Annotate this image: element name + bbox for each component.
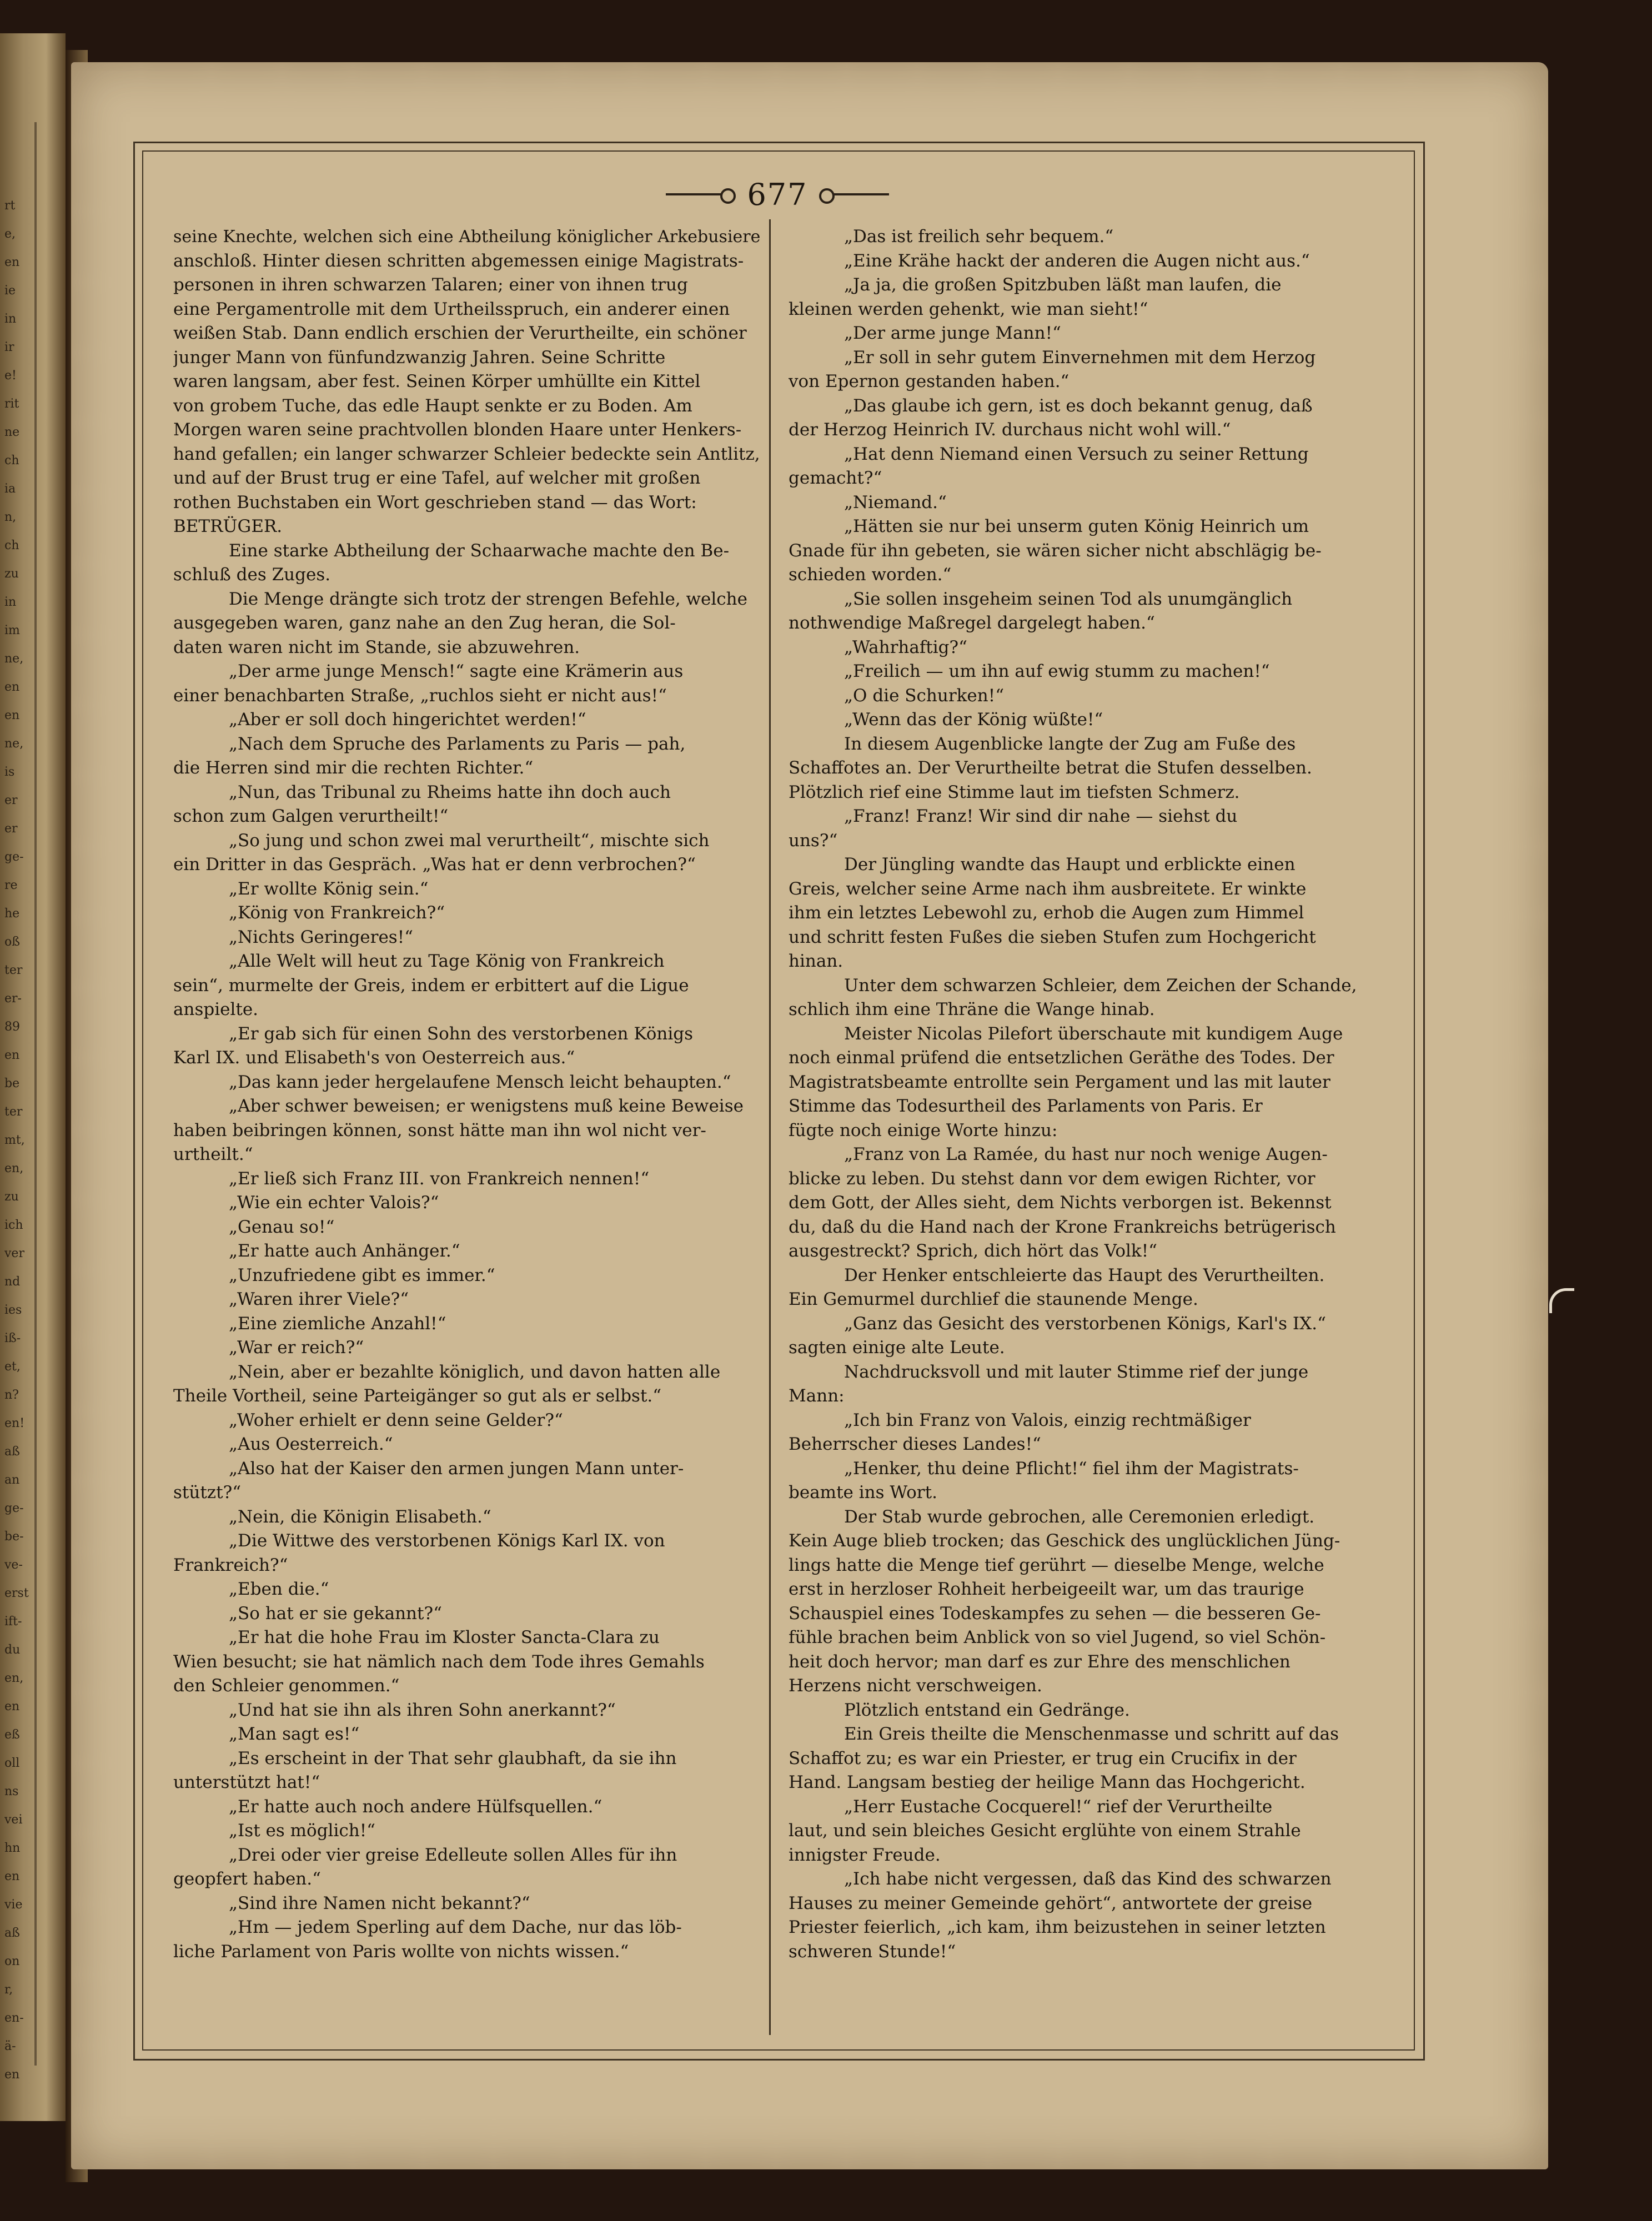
- text-line: „Wahrhaftig?“: [844, 637, 967, 657]
- facing-page-fragment: he: [4, 907, 20, 921]
- text-line: Mann:: [789, 1386, 845, 1406]
- facing-page-fragment: nd: [4, 1275, 21, 1289]
- text-line: „Er hatte auch Anhänger.“: [229, 1241, 460, 1261]
- facing-page-fragment: oß: [4, 935, 20, 949]
- facing-page-fragment: en: [4, 255, 20, 269]
- left-column: [173, 225, 761, 1964]
- text-line: blicke zu leben. Du stehst dann vor dem ewigen Richter, vor: [789, 1168, 1315, 1189]
- text-line: Beherrscher dieses Landes!“: [789, 1434, 1041, 1454]
- text-line: „Alle Welt will heut zu Tage König von Frankreich: [229, 951, 665, 971]
- text-line: „Das glaube ich gern, ist es doch bekannt genug, daß: [844, 395, 1313, 416]
- text-line: Stimme das Todesurtheil des Parlaments von Paris. Er: [789, 1096, 1263, 1116]
- text-line: Plötzlich rief eine Stimme laut im tiefsten Schmerz.: [789, 782, 1240, 802]
- text-line: schon zum Galgen verurtheilt!“: [173, 806, 449, 826]
- text-line: Die Menge drängte sich trotz der strengen Befehle, welche: [229, 589, 747, 609]
- text-line: nothwendige Maßregel dargelegt haben.“: [789, 613, 1155, 633]
- facing-page-fragment: ir: [4, 340, 14, 354]
- text-line: Herzens nicht verschweigen.: [789, 1676, 1042, 1696]
- facing-page-fragment: iß-: [4, 1331, 21, 1345]
- text-line: „Eine ziemliche Anzahl!“: [229, 1313, 446, 1334]
- text-line: „Ich habe nicht vergessen, daß das Kind des schwarzen: [844, 1869, 1332, 1889]
- text-line: „Ja ja, die großen Spitzbuben läßt man laufen, die: [844, 275, 1282, 295]
- facing-page-fragment: zu: [4, 1190, 19, 1204]
- facing-page-fragment: ies: [4, 1303, 22, 1317]
- text-line: „Der arme junge Mann!“: [844, 323, 1061, 343]
- facing-page-fragment: ne: [4, 425, 20, 439]
- text-line: ihm ein letztes Lebewohl zu, erhob die Augen zum Himmel: [789, 903, 1304, 923]
- text-line: anschloß. Hinter diesen schritten abgemessen einige Magistrats-: [173, 250, 744, 271]
- text-line: unterstützt hat!“: [173, 1772, 320, 1792]
- text-line: „Ganz das Gesicht des verstorbenen Königs, Karl's IX.“: [844, 1313, 1326, 1334]
- facing-page-strip: [0, 33, 66, 2121]
- text-line: „König von Frankreich?“: [229, 903, 445, 923]
- facing-page-fragment: vei: [4, 1813, 23, 1827]
- text-line: „Hätten sie nur bei unserm guten König Heinrich um: [844, 516, 1309, 536]
- facing-page-fragment: vie: [4, 1898, 23, 1912]
- facing-page-fragment: ch: [4, 539, 19, 552]
- facing-page-fragment: ter: [4, 963, 23, 977]
- text-line: „Er wollte König sein.“: [229, 878, 429, 899]
- facing-page-fragment: ch: [4, 454, 19, 468]
- facing-page-fragment: e,: [4, 227, 16, 241]
- facing-page-fragment: en: [4, 1700, 20, 1714]
- text-line: „Nein, die Königin Elisabeth.“: [229, 1506, 491, 1527]
- text-line: „Freilich — um ihn auf ewig stumm zu machen!“: [844, 661, 1270, 681]
- text-line: Schaffot zu; es war ein Priester, er trug ein Crucifix in der: [789, 1748, 1297, 1768]
- facing-page-fragment: re: [4, 878, 18, 892]
- facing-page-fragment: en: [4, 2068, 20, 2082]
- text-line: „Eben die.“: [229, 1579, 329, 1599]
- facing-page-fragment: im: [4, 624, 20, 637]
- facing-page-fragment: er-: [4, 992, 22, 1006]
- text-line: urtheilt.“: [173, 1144, 253, 1164]
- text-line: und schritt festen Fußes die sieben Stufen zum Hochgericht: [789, 927, 1316, 947]
- text-line: beamte ins Wort.: [789, 1483, 937, 1503]
- text-line: hand gefallen; ein langer schwarzer Schleier bedeckte sein Antlitz,: [173, 444, 760, 464]
- text-line: „Also hat der Kaiser den armen jungen Mann unter-: [229, 1458, 684, 1479]
- text-line: „Der arme junge Mensch!“ sagte eine Krämerin aus: [229, 661, 684, 681]
- text-line: heit doch hervor; man darf es zur Ehre des menschlichen: [789, 1651, 1291, 1672]
- facing-page-fragment: ter: [4, 1105, 23, 1119]
- text-line: uns?“: [789, 830, 838, 851]
- text-line: „Und hat sie ihn als ihren Sohn anerkannt?“: [229, 1700, 616, 1720]
- text-line: „Wie ein echter Valois?“: [229, 1193, 439, 1213]
- text-line: „Er soll in sehr gutem Einvernehmen mit dem Herzog: [844, 347, 1316, 368]
- facing-page-fragment: e!: [4, 369, 17, 383]
- text-line: „Woher erhielt er denn seine Gelder?“: [229, 1410, 563, 1430]
- text-line: „Aus Oesterreich.“: [229, 1434, 393, 1454]
- text-line: hinan.: [789, 951, 843, 971]
- text-line: „Drei oder vier greise Edelleute sollen Alles für ihn: [229, 1845, 677, 1865]
- text-line: anspielte.: [173, 999, 259, 1019]
- text-line: „Das kann jeder hergelaufene Mensch leicht behaupten.“: [229, 1072, 731, 1092]
- text-line: „Henker, thu deine Pflicht!“ fiel ihm der Magistrats-: [844, 1458, 1299, 1479]
- text-line: schieden worden.“: [789, 565, 952, 585]
- facing-page-rule: [34, 122, 37, 2066]
- facing-page-fragment: r,: [4, 1983, 13, 1997]
- right-column: [789, 225, 1395, 1964]
- facing-page-fragment: er: [4, 793, 18, 807]
- text-line: Der Henker entschleierte das Haupt des Verurtheilten.: [844, 1265, 1325, 1285]
- text-line: „So jung und schon zwei mal verurtheilt“, mischte sich: [229, 830, 710, 851]
- text-line: „Nein, aber er bezahlte königlich, und davon hatten alle: [229, 1361, 721, 1382]
- page-header: [142, 172, 1413, 217]
- text-line: „Unzufriedene gibt es immer.“: [229, 1265, 495, 1285]
- text-line: „Genau so!“: [229, 1217, 335, 1237]
- text-line: dem Gott, der Alles sieht, dem Nichts verborgen ist. Bekennst: [789, 1193, 1332, 1213]
- text-line: du, daß du die Hand nach der Krone Frankreichs betrügerisch: [789, 1217, 1336, 1237]
- text-line: „Sind ihre Namen nicht bekannt?“: [229, 1893, 530, 1913]
- text-line: Gnade für ihn gebeten, sie wären sicher nicht abschlägig be-: [789, 540, 1322, 561]
- facing-page-fragment: en: [4, 708, 20, 722]
- text-line: Hauses zu meiner Gemeinde gehört“, antwortete der greise: [789, 1893, 1313, 1913]
- text-line: „Waren ihrer Viele?“: [229, 1289, 409, 1309]
- text-line: Meister Nicolas Pilefort überschaute mit kundigem Auge: [844, 1023, 1343, 1044]
- text-line: Nachdrucksvoll und mit lauter Stimme rief der junge: [844, 1361, 1309, 1382]
- column-divider: [769, 219, 771, 2035]
- facing-page-fragment: ich: [4, 1218, 23, 1232]
- text-line: „Hat denn Niemand einen Versuch zu seiner Rettung: [844, 444, 1309, 464]
- text-line: haben beibringen können, sonst hätte man ihn wol nicht ver-: [173, 1120, 706, 1140]
- text-line: der Herzog Heinrich IV. durchaus nicht wohl will.“: [789, 420, 1231, 440]
- text-line: fügte noch einige Worte hinzu:: [789, 1120, 1058, 1140]
- text-line: Ein Gemurmel durchlief die staunende Menge.: [789, 1289, 1198, 1309]
- facing-page-fragment: eß: [4, 1728, 20, 1742]
- text-line: Der Jüngling wandte das Haupt und erblickte einen: [844, 855, 1296, 875]
- facing-page-fragment: ne,: [4, 652, 24, 666]
- facing-page-fragment: oll: [4, 1756, 20, 1770]
- text-line: laut, und sein bleiches Gesicht erglühte von einem Strahle: [789, 1821, 1301, 1841]
- facing-page-fragment: en,: [4, 1671, 24, 1685]
- text-line: die Herren sind mir die rechten Richter.“: [173, 758, 534, 778]
- text-line: gemacht?“: [789, 468, 882, 488]
- text-line: und auf der Brust trug er eine Tafel, auf welcher mit großen: [173, 468, 701, 488]
- facing-page-fragment: en: [4, 680, 20, 694]
- text-line: Plötzlich entstand ein Gedränge.: [844, 1700, 1130, 1720]
- facing-page-fragment: 89: [4, 1020, 20, 1034]
- text-line: sagten einige alte Leute.: [789, 1338, 1005, 1358]
- text-line: einer benachbarten Straße, „ruchlos sieht er nicht aus!“: [173, 685, 667, 706]
- text-line: junger Mann von fünfundzwanzig Jahren. Seine Schritte: [173, 347, 666, 368]
- text-line: schweren Stunde!“: [789, 1941, 956, 1962]
- text-line: liche Parlament von Paris wollte von nichts wissen.“: [173, 1941, 629, 1962]
- text-line: den Schleier genommen.“: [173, 1676, 400, 1696]
- facing-page-fragment: aß: [4, 1926, 20, 1940]
- text-line: Priester feierlich, „ich kam, ihm beizustehen in seiner letzten: [789, 1917, 1326, 1937]
- facing-page-fragment: ie: [4, 284, 16, 298]
- text-line: „Herr Eustache Cocquerel!“ rief der Verurtheilte: [844, 1796, 1273, 1817]
- facing-page-fragment: erst: [4, 1586, 29, 1600]
- facing-page-fragment: n,: [4, 510, 17, 524]
- text-line: Kein Auge blieb trocken; das Geschick des unglücklichen Jüng-: [789, 1531, 1340, 1551]
- text-line: eine Pergamentrolle mit dem Urtheilsspruch, ein anderer einen: [173, 299, 730, 319]
- text-line: „O die Schurken!“: [844, 685, 1005, 706]
- facing-page-fragment: ge-: [4, 1501, 24, 1515]
- text-line: „War er reich?“: [229, 1338, 364, 1358]
- text-line: daten waren nicht im Stande, sie abzuwehren.: [173, 637, 580, 657]
- facing-page-fragment: ve-: [4, 1558, 23, 1572]
- text-line: Schaffotes an. Der Verurtheilte betrat die Stufen desselben.: [789, 758, 1312, 778]
- facing-page-fragment: on: [4, 1954, 20, 1968]
- text-line: sein“, murmelte der Greis, indem er erbittert auf die Ligue: [173, 975, 689, 996]
- text-line: BETRÜGER.: [173, 516, 283, 536]
- facing-page-fragment: be: [4, 1077, 20, 1091]
- facing-page-fragment: en,: [4, 1162, 24, 1175]
- facing-page-fragment: en!: [4, 1416, 25, 1430]
- text-line: „Das ist freilich sehr bequem.“: [844, 227, 1114, 247]
- text-line: „Er gab sich für einen Sohn des verstorbenen Königs: [229, 1023, 694, 1044]
- text-line: „Man sagt es!“: [229, 1724, 360, 1744]
- facing-page-fragment: aß: [4, 1445, 20, 1459]
- text-line: „Die Wittwe des verstorbenen Königs Karl IX. von: [229, 1531, 665, 1551]
- text-line: Ein Greis theilte die Menschenmasse und schritt auf das: [844, 1724, 1339, 1744]
- text-line: „Wenn das der König wüßte!“: [844, 710, 1103, 730]
- text-line: ein Dritter in das Gespräch. „Was hat er denn verbrochen?“: [173, 855, 696, 875]
- text-line: noch einmal prüfend die entsetzlichen Geräthe des Todes. Der: [789, 1048, 1334, 1068]
- text-line: Wien besucht; sie hat nämlich nach dem Tode ihres Gemahls: [173, 1651, 705, 1672]
- facing-page-fragment: et,: [4, 1360, 21, 1374]
- text-line: Hand. Langsam bestieg der heilige Mann das Hochgericht.: [789, 1772, 1305, 1792]
- text-line: „Er ließ sich Franz III. von Frankreich nennen!“: [229, 1168, 650, 1189]
- facing-page-fragment: an: [4, 1473, 20, 1487]
- header-ornament-left: [666, 193, 732, 195]
- text-line: „So hat er sie gekannt?“: [229, 1603, 442, 1624]
- text-line: „Hm — jedem Sperling auf dem Dache, nur das löb-: [229, 1917, 682, 1937]
- text-line: weißen Stab. Dann endlich erschien der Verurtheilte, ein schöner: [173, 323, 747, 343]
- facing-page-fragment: zu: [4, 567, 19, 581]
- facing-page-fragment: ä-: [4, 2039, 16, 2053]
- facing-page-fragment: ift-: [4, 1615, 22, 1629]
- page-number: 677: [747, 177, 808, 212]
- text-line: lings hatte die Menge tief gerührt — dieselbe Menge, welche: [789, 1555, 1324, 1575]
- facing-page-fragment: be-: [4, 1530, 24, 1544]
- facing-page-fragment: ns: [4, 1785, 19, 1798]
- text-line: Karl IX. und Elisabeth's von Oesterreich aus.“: [173, 1048, 575, 1068]
- facing-page-fragment: n?: [4, 1388, 19, 1402]
- facing-page-fragment: mt,: [4, 1133, 25, 1147]
- facing-page-fragment: hn: [4, 1841, 21, 1855]
- facing-page-fragment: in: [4, 595, 17, 609]
- facing-page-fragment: ge-: [4, 850, 24, 864]
- text-line: schlich ihm eine Thräne die Wange hinab.: [789, 999, 1155, 1019]
- text-line: „Es erscheint in der That sehr glaubhaft, da sie ihn: [229, 1748, 677, 1768]
- text-line: personen in ihren schwarzen Talaren; einer von ihnen trug: [173, 275, 688, 295]
- text-line: „Eine Krähe hackt der anderen die Augen nicht aus.“: [844, 250, 1310, 271]
- facing-page-fragment: en: [4, 1048, 20, 1062]
- text-line: „Er hatte auch noch andere Hülfsquellen.“: [229, 1796, 602, 1817]
- text-line: „Sie sollen insgeheim seinen Tod als unumgänglich: [844, 589, 1293, 609]
- header-ornament-right: [822, 193, 889, 195]
- text-line: „Aber er soll doch hingerichtet werden!“: [229, 710, 586, 730]
- text-line: rothen Buchstaben ein Wort geschrieben stand — das Wort:: [173, 492, 697, 512]
- facing-page-fragment: rit: [4, 397, 19, 411]
- text-line: Unter dem schwarzen Schleier, dem Zeichen der Schande,: [844, 975, 1357, 996]
- text-line: „Franz! Franz! Wir sind dir nahe — siehst du: [844, 806, 1238, 826]
- facing-page-fragment: rt: [4, 199, 16, 213]
- facing-page-fragment: ne,: [4, 737, 24, 751]
- facing-page-fragment: ver: [4, 1247, 24, 1260]
- text-line: In diesem Augenblicke langte der Zug am Fuße des: [844, 733, 1296, 754]
- text-line: Eine starke Abtheilung der Schaarwache machte den Be-: [229, 540, 730, 561]
- text-line: Magistratsbeamte entrollte sein Pergament und las mit lauter: [789, 1072, 1330, 1092]
- text-line: Der Stab wurde gebrochen, alle Ceremonien erledigt.: [844, 1506, 1315, 1527]
- text-line: schluß des Zuges.: [173, 565, 331, 585]
- text-line: „Aber schwer beweisen; er wenigstens muß keine Beweise: [229, 1096, 744, 1116]
- facing-page-fragment: ia: [4, 482, 16, 496]
- facing-page-fragment: du: [4, 1643, 21, 1657]
- text-line: „Er hat die hohe Frau im Kloster Sancta-Clara zu: [229, 1627, 660, 1647]
- text-line: Schauspiel eines Todeskampfes zu sehen — die besseren Ge-: [789, 1603, 1321, 1624]
- facing-page-fragment: en-: [4, 2011, 24, 2025]
- text-line: geopfert haben.“: [173, 1869, 321, 1889]
- text-line: „Ich bin Franz von Valois, einzig rechtmäßiger: [844, 1410, 1251, 1430]
- text-line: „Niemand.“: [844, 492, 947, 512]
- text-line: „Nach dem Spruche des Parlaments zu Paris — pah,: [229, 733, 686, 754]
- text-line: ausgestreckt? Sprich, dich hört das Volk!“: [789, 1241, 1158, 1261]
- facing-page-fragment: er: [4, 822, 18, 836]
- text-line: Morgen waren seine prachtvollen blonden Haare unter Henkers-: [173, 420, 742, 440]
- text-line: „Nun, das Tribunal zu Rheims hatte ihn doch auch: [229, 782, 671, 802]
- facing-page-fragment: en: [4, 1870, 20, 1883]
- text-line: stützt?“: [173, 1483, 242, 1503]
- text-line: Frankreich?“: [173, 1555, 288, 1575]
- text-line: seine Knechte, welchen sich eine Abtheilung königlicher Arkebusiere: [173, 227, 761, 247]
- text-line: „Nichts Geringeres!“: [229, 927, 414, 947]
- text-line: fühle brachen beim Anblick von so viel Jugend, so viel Schön-: [789, 1627, 1326, 1647]
- text-line: waren langsam, aber fest. Seinen Körper umhüllte ein Kittel: [173, 371, 701, 391]
- text-line: „Ist es möglich!“: [229, 1821, 375, 1841]
- page-edge-mark: [1549, 1288, 1574, 1313]
- text-line: Greis, welcher seine Arme nach ihm ausbreitete. Er winkte: [789, 878, 1307, 899]
- text-line: innigster Freude.: [789, 1845, 941, 1865]
- text-line: von grobem Tuche, das edle Haupt senkte er zu Boden. Am: [173, 395, 692, 416]
- text-line: erst in herzloser Rohheit herbeigeeilt war, um das traurige: [789, 1579, 1304, 1599]
- text-line: ausgegeben waren, ganz nahe an den Zug heran, die Sol-: [173, 613, 676, 633]
- text-line: von Epernon gestanden haben.“: [789, 371, 1069, 391]
- text-line: kleinen werden gehenkt, wie man sieht!“: [789, 299, 1148, 319]
- facing-page-fragment: is: [4, 765, 15, 779]
- text-line: Theile Vortheil, seine Parteigänger so gut als er selbst.“: [173, 1386, 662, 1406]
- facing-page-fragment: in: [4, 312, 17, 326]
- text-line: „Franz von La Ramée, du hast nur noch wenige Augen-: [844, 1144, 1328, 1164]
